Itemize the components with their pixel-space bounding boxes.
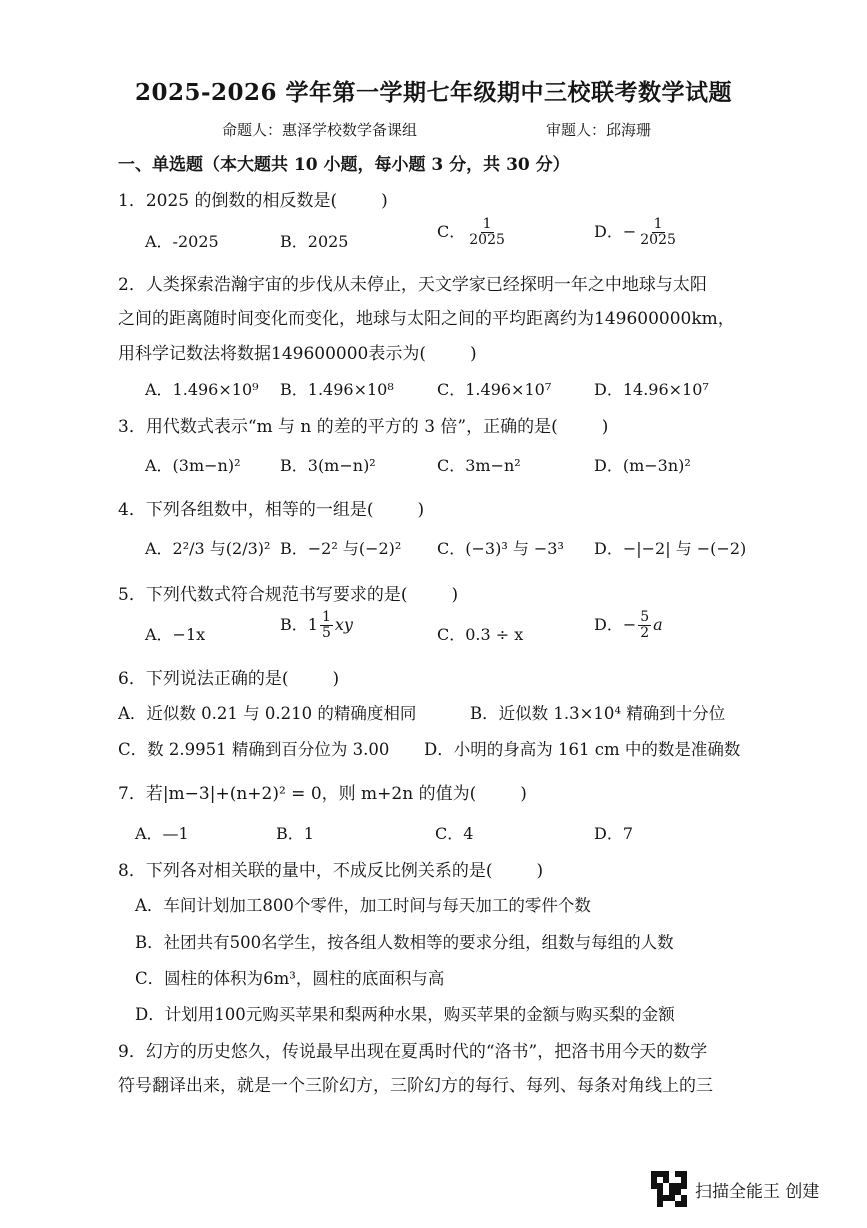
question-9-line-2: 符号翻译出来，就是一个三阶幻方，三阶幻方的每行、每列、每条对角线上的三 [118,1076,713,1096]
q1-c-fraction [467,217,507,248]
question-7-paren: ) [520,784,527,804]
q5-option-c[interactable]: C．0.3 ÷ x [437,625,524,644]
q1-option-c[interactable] [437,217,509,248]
q1-c-num: 1 [482,216,492,232]
q5-d-label: D．− [594,615,637,634]
q8-option-a[interactable]: A．车间计划加工800个零件，加工时间与每天加工的零件个数 [135,896,591,915]
q5-d-num: 5 [640,609,650,625]
q4-option-b[interactable]: B．−2² 与(−2)² [280,539,402,558]
question-5-paren: ) [451,585,459,605]
reviewer-line: 审题人：邱海珊 [546,121,652,139]
q2-option-a[interactable]: A．1.496×10⁹ [145,380,259,399]
q7-option-a[interactable]: A．—1 [135,824,189,843]
scanner-label: 扫描全能王 创建 [695,1181,820,1202]
q8-option-c[interactable]: C．圆柱的体积为6m³，圆柱的底面积与高 [135,969,445,988]
question-1-paren: ) [381,191,388,211]
question-8-paren: ) [536,861,544,881]
q1-c-den: 2025 [469,232,505,248]
q5-d-den: 2 [640,625,650,641]
q1-d-den: 2025 [640,232,676,248]
q5-b-den: 5 [321,625,331,641]
question-8-stem [118,856,543,881]
q4-option-c[interactable]: C．(−3)³ 与 −3³ [437,539,564,558]
question-1-text: 1．2025 的倒数的相反数是( [118,191,338,211]
q8-option-d[interactable]: D．计划用100元购买苹果和梨两种水果，购买苹果的金额与购买梨的金额 [135,1005,675,1024]
question-7-text: 7．若|m−3|+(n+2)² = 0，则 m+2n 的值为( [118,784,477,804]
q5-b-label: B．1 [280,615,318,634]
q1-option-b[interactable]: B．2025 [280,232,349,251]
q3-option-b[interactable]: B．3(m−n)² [280,456,376,475]
q3-option-c[interactable]: C．3m−n² [437,456,521,475]
q8-option-b[interactable]: B．社团共有500名学生，按各组人数相等的要求分组，组数与每组的人数 [135,933,674,952]
question-2-line-3 [118,339,477,364]
question-4-paren: ) [417,500,425,520]
q1-option-d[interactable] [594,217,680,248]
q2-option-c[interactable]: C．1.496×10⁷ [437,380,552,399]
q6-option-d[interactable]: D．小明的身高为 161 cm 中的数是准确数 [424,740,741,759]
page-title: 2025-2026 学年第一学期七年级期中三校联考数学试题 [134,79,733,106]
q5-b-fraction [320,610,333,641]
q3-option-a[interactable]: A．(3m−n)² [145,456,241,475]
question-4-stem [118,495,424,520]
question-6-stem [118,664,339,689]
question-6-paren: ) [332,669,340,689]
q7-option-d[interactable]: D．7 [594,824,634,843]
q5-option-b[interactable] [280,610,353,641]
q7-option-c[interactable]: C．4 [435,824,474,843]
question-3-paren: ) [601,417,609,437]
q2-option-d[interactable]: D．14.96×10⁷ [594,380,709,399]
q6-option-b[interactable]: B．近似数 1.3×10⁴ 精确到十分位 [470,704,726,723]
question-2-text: 用科学记数法将数据149600000表示为( [118,344,426,364]
section-heading: 一、单选题（本大题共 10 小题，每小题 3 分，共 30 分） [118,155,570,175]
q1-d-label: D．− [594,222,637,241]
question-8-text: 8．下列各对相关联的量中，不成反比例关系的是( [118,861,493,881]
q1-option-a[interactable]: A．-2025 [145,232,219,251]
question-9-line-1: 9．幻方的历史悠久，传说最早出现在夏禹时代的“洛书”，把洛书用今天的数学 [118,1042,708,1062]
q5-option-d[interactable] [594,610,663,641]
question-2-line-1: 2．人类探索浩瀚宇宙的步伐从未停止，天文学家已经探明一年之中地球与太阳 [118,275,707,295]
scanner-watermark [651,1171,819,1207]
q6-option-c[interactable]: C．数 2.9951 精确到百分位为 3.00 [118,740,390,759]
q3-option-d[interactable]: D．(m−3n)² [594,456,691,475]
q5-b-num: 1 [321,609,331,625]
setter-line: 命题人：惠泽学校数学备课组 [222,121,418,139]
question-2-line-2: 之间的距离随时间变化而变化，地球与太阳之间的平均距离约为149600000km， [118,309,735,329]
q1-c-label: C． [437,222,466,241]
q7-option-b[interactable]: B．1 [276,824,314,843]
q1-d-num: 1 [653,216,663,232]
q5-d-tail: a [653,615,663,634]
question-3-stem [118,412,608,437]
question-2-paren: ) [469,344,477,364]
q5-b-tail: xy [334,615,353,634]
q4-option-d[interactable]: D．−|−2| 与 −(−2) [594,539,747,558]
question-7-stem [118,779,527,804]
question-5-stem [118,580,458,605]
qr-code-icon [651,1171,687,1207]
q5-d-fraction [638,610,651,641]
question-1-stem [118,186,388,211]
question-3-text: 3．用代数式表示“m 与 n 的差的平方的 3 倍”，正确的是( [118,417,558,437]
q5-option-a[interactable]: A．−1x [145,625,206,644]
question-4-text: 4．下列各组数中，相等的一组是( [118,500,374,520]
q6-option-a[interactable]: A．近似数 0.21 与 0.210 的精确度相同 [118,704,417,723]
q1-d-fraction [638,217,678,248]
question-6-text: 6．下列说法正确的是( [118,669,289,689]
question-5-text: 5．下列代数式符合规范书写要求的是( [118,585,408,605]
q2-option-b[interactable]: B．1.496×10⁸ [280,380,394,399]
q4-option-a[interactable]: A．2²/3 与(2/3)² [145,539,271,558]
